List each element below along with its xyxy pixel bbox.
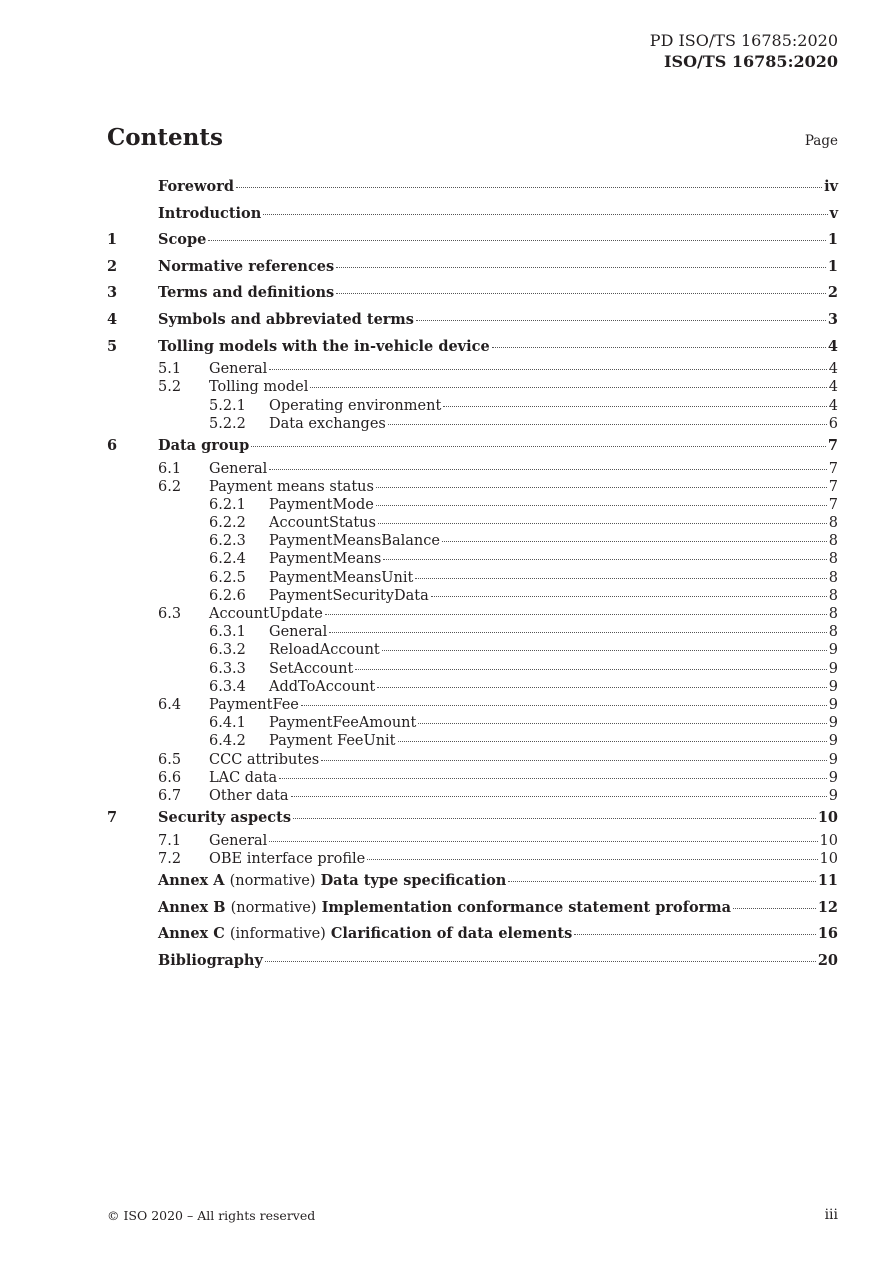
toc-entry-title [209,696,299,714]
dot-leader [733,908,816,909]
toc-entry-title-text: Bibliography [158,951,263,969]
toc-entry[interactable] [107,550,838,568]
toc-entry-page: 8 [828,624,838,641]
toc-entry-title-text: Foreword [158,178,234,195]
dot-leader [325,614,827,615]
table-of-contents [107,174,838,974]
toc-entry-title [158,280,334,307]
toc-entry[interactable] [107,678,838,696]
toc-entry-page: 9 [828,696,838,713]
toc-entry-title-text: Data exchanges [269,415,386,432]
toc-entry-title-text: Normative references [158,257,335,275]
toc-entry-number: 3 [107,284,118,302]
toc-entry[interactable] [107,832,838,850]
toc-entry[interactable] [107,227,838,254]
toc-entry-title [209,460,267,478]
copyright-notice: © ISO 2020 – All rights reserved [107,1208,316,1223]
toc-entry[interactable] [107,714,838,732]
dot-leader [376,487,827,488]
toc-entry-number: 5 [107,337,118,355]
toc-entry-page: 1 [827,231,838,249]
toc-entry-number: 6.3.2 [209,642,246,659]
toc-entry-number: 7 [107,809,118,827]
toc-entry-page: 8 [828,569,838,586]
toc-entry-title [158,334,490,361]
toc-entry[interactable] [107,307,838,334]
contents-title: Contents [107,124,223,151]
toc-entry[interactable] [107,641,838,659]
toc-entry[interactable] [107,850,838,868]
toc-entry[interactable] [107,496,838,514]
dot-leader [442,541,827,542]
toc-entry-page: 9 [828,660,838,677]
toc-entry-title [209,769,277,787]
toc-entry[interactable] [107,769,838,787]
toc-entry-title [209,360,267,378]
toc-entry-number: 6.4.2 [209,733,246,750]
dot-leader [355,669,826,670]
toc-entry-number: 6.4.1 [209,715,246,732]
toc-entry[interactable] [107,895,838,922]
toc-entry-page: v [829,204,838,222]
toc-entry-title-text: PaymentMeansUnit [269,569,414,586]
toc-entry-title [269,514,376,532]
toc-entry-number: 5.2 [158,379,182,396]
toc-entry-title [158,433,249,460]
toc-entry-title [209,787,289,805]
toc-entry-number: 7.1 [158,832,182,849]
dot-leader [415,578,826,579]
toc-entry-title-text: PaymentFee [209,696,299,713]
toc-entry-number: 6.3.4 [209,678,246,695]
dot-leader [492,347,826,348]
toc-entry-page: 9 [828,751,838,768]
dot-leader [329,632,826,633]
toc-entry-page: 2 [827,284,838,302]
dot-leader [310,387,826,388]
toc-entry-title [269,415,386,433]
toc-entry[interactable] [107,868,838,895]
toc-entry-title-text: Introduction [158,204,262,222]
dot-leader [418,723,826,724]
toc-entry[interactable] [107,751,838,769]
toc-entry-title-text: PaymentMeansBalance [269,533,440,550]
toc-entry-number: 7.2 [158,850,182,867]
toc-entry-title [269,678,375,696]
toc-entry[interactable] [107,433,838,460]
toc-entry-title [158,227,206,254]
toc-entry-number: 6.3.1 [209,624,246,641]
toc-entry-page: 9 [828,769,838,786]
toc-entry-title-text: Security aspects [158,809,291,827]
toc-entry-title-text: AccountStatus [269,515,376,532]
toc-entry[interactable] [107,201,838,228]
toc-entry-title [158,254,334,281]
annex-type-note: (normative) [229,873,316,890]
toc-entry-page: 1 [827,257,838,275]
toc-entry-title-text: Data group [158,436,250,454]
toc-entry-title-text: LAC data [209,769,278,786]
annex-title-text: Clarification of data elements [330,925,573,943]
page-column-label: Page [804,133,838,149]
toc-entry-page: 4 [828,397,838,414]
toc-entry-page: 4 [827,337,838,355]
toc-entry-title [269,660,353,678]
toc-entry-page: 4 [828,379,838,396]
toc-entry-page: iv [824,178,838,195]
toc-entry-page: 10 [817,809,838,827]
toc-entry[interactable] [107,174,838,201]
toc-entry-page: 9 [828,733,838,750]
toc-entry[interactable] [107,415,838,433]
toc-entry-title-text: PaymentFeeAmount [269,715,417,732]
toc-entry-title [269,532,440,550]
toc-entry-number: 6.5 [158,751,182,768]
page-number: iii [824,1207,838,1223]
header-line-1: PD ISO/TS 16785:2020 [649,31,838,50]
toc-entry-title-text: Other data [209,787,289,804]
toc-entry-page: 9 [828,787,838,804]
toc-entry-title-text: Annex B [158,898,226,916]
annex-type-note: (informative) [229,926,326,943]
toc-entry-title [158,921,572,948]
annex-title-text: Implementation conformance statement proforma [321,898,732,916]
toc-entry-title-text: ReloadAccount [269,642,380,659]
toc-entry-number: 5.1 [158,361,182,378]
toc-entry-page: 3 [827,310,838,328]
toc-entry[interactable] [107,460,838,478]
dot-leader [293,818,816,819]
toc-entry[interactable] [107,532,838,550]
toc-entry[interactable] [107,254,838,281]
toc-entry-number: 6.2.2 [209,515,246,532]
toc-entry-title-text: General [209,361,268,378]
toc-entry-title-text: OBE interface profile [209,850,366,867]
toc-entry-number: 6.4 [158,696,182,713]
dot-leader [416,320,826,321]
toc-entry-number: 6 [107,436,118,454]
toc-entry-number: 5.2.1 [209,397,246,414]
dot-leader [336,267,826,268]
toc-entry-title [209,478,374,496]
toc-entry-title [209,832,267,850]
dot-leader [382,650,827,651]
toc-entry-title [269,569,413,587]
header-line-2: ISO/TS 16785:2020 [664,52,838,71]
toc-entry[interactable] [107,605,838,623]
dot-leader [321,760,827,761]
toc-entry-page: 7 [828,496,838,513]
toc-entry-number: 6.2 [158,478,182,495]
toc-entry-title-text: AccountUpdate [209,606,323,622]
toc-entry-title-text: PaymentMode [269,496,374,513]
toc-entry-title-text: Payment means status [209,478,374,495]
dot-leader [236,187,822,188]
toc-entry-page: 11 [817,872,838,890]
dot-leader [378,523,827,524]
toc-entry[interactable] [107,805,838,832]
toc-entry-title [209,378,308,396]
toc-entry[interactable] [107,514,838,532]
toc-entry[interactable] [107,334,838,361]
dot-leader [388,424,827,425]
toc-entry-page: 8 [828,551,838,568]
toc-entry-number: 6.3 [158,606,182,622]
toc-entry-number: 6.2.6 [209,587,246,604]
toc-entry-number: 6.3.3 [209,660,246,677]
toc-entry-title [209,605,323,623]
toc-entry-page: 20 [817,951,838,969]
dot-leader [269,469,826,470]
toc-entry-title-text: Annex C [158,925,225,943]
toc-entry[interactable] [107,280,838,307]
toc-entry[interactable] [107,696,838,714]
toc-entry-title [158,868,506,895]
toc-entry-title-text: SetAccount [269,660,354,677]
dot-leader [443,406,827,407]
toc-entry-page: 7 [828,460,838,477]
toc-entry-page: 16 [817,925,838,943]
toc-entry-number: 5.2.2 [209,415,246,432]
toc-entry[interactable] [107,660,838,678]
document-header [650,30,838,72]
toc-entry-title-text: Terms and definitions [158,284,335,302]
toc-entry-title [158,948,263,975]
toc-entry[interactable] [107,397,838,415]
toc-entry[interactable] [107,378,838,396]
toc-entry-title [158,201,261,228]
toc-entry-title-text: PaymentMeans [269,551,382,568]
toc-entry-title-text: Scope [158,231,207,249]
toc-entry-title [269,732,396,750]
toc-entry-title-text: Operating environment [269,397,442,414]
toc-entry-title [209,751,319,769]
dot-leader [251,446,826,447]
toc-entry-number: 6.2.1 [209,496,246,513]
toc-entry-number: 4 [107,310,118,328]
dot-leader [265,961,816,962]
dot-leader [336,293,826,294]
toc-entry-title-text: AddToAccount [269,678,376,695]
dot-leader [269,369,826,370]
toc-entry-number: 6.2.5 [209,569,246,586]
toc-entry[interactable] [107,360,838,378]
toc-entry-title-text: PaymentSecurityData [269,587,429,604]
toc-entry-page: 12 [817,898,838,916]
toc-entry-page: 9 [828,678,838,695]
dot-leader [376,505,827,506]
toc-entry-number: 6.6 [158,769,182,786]
toc-entry[interactable] [107,921,838,948]
toc-entry-title-text: General [269,624,328,641]
dot-leader [208,240,826,241]
toc-entry-page: 7 [828,478,838,495]
toc-entry-title [158,895,731,922]
toc-entry[interactable] [107,587,838,605]
toc-entry-title-text: Payment FeeUnit [269,733,396,750]
toc-entry-number: 6.7 [158,787,182,804]
toc-entry[interactable] [107,623,838,641]
dot-leader [301,705,827,706]
dot-leader [574,934,816,935]
toc-entry-number: 1 [107,231,118,249]
toc-entry-title-text: CCC attributes [209,751,320,768]
toc-entry-title-text: General [209,832,268,849]
toc-entry-title [269,397,441,415]
toc-entry-title [158,805,291,832]
toc-entry-title [269,496,374,514]
toc-entry-title [269,714,416,732]
toc-entry-page: 6 [828,415,838,432]
toc-entry-page: 8 [828,533,838,550]
toc-entry-page: 8 [828,587,838,604]
dot-leader [263,214,827,215]
toc-entry-number: 6.2.3 [209,533,246,550]
annex-type-note: (normative) [230,899,317,916]
dot-leader [291,796,827,797]
dot-leader [367,859,817,860]
toc-entry[interactable] [107,948,838,975]
toc-entry-page: 8 [828,606,838,622]
toc-entry-number: 6.2.4 [209,551,246,568]
toc-entry[interactable] [107,478,838,496]
dot-leader [383,559,826,560]
toc-entry-title [269,641,380,659]
toc-entry-page: 9 [828,642,838,659]
toc-entry-title [209,850,365,868]
toc-entry-page: 10 [819,850,838,867]
toc-entry[interactable] [107,569,838,587]
toc-entry-title-text: Tolling model [209,379,309,396]
toc-entry-page: 9 [828,715,838,732]
toc-entry-title-text: Annex A [158,872,225,890]
toc-entry-number: 6.1 [158,460,182,477]
dot-leader [377,687,827,688]
toc-entry-title [269,623,327,641]
toc-entry-title-text: Symbols and abbreviated terms [158,310,414,328]
toc-entry-number: 2 [107,257,118,275]
toc-entry[interactable] [107,787,838,805]
toc-entry-title-text: General [209,460,268,477]
annex-title-text: Data type specification [320,872,507,890]
toc-entry-title [269,587,429,605]
dot-leader [398,741,827,742]
toc-entry[interactable] [107,732,838,750]
toc-entry-title-text: Tolling models with the in-vehicle device [158,337,490,355]
toc-entry-page: 4 [828,361,838,378]
dot-leader [279,778,827,779]
toc-entry-title [158,174,234,201]
dot-leader [431,596,827,597]
dot-leader [269,841,817,842]
toc-entry-page: 8 [828,515,838,532]
toc-entry-page: 7 [827,436,838,454]
toc-entry-title [269,550,381,568]
toc-entry-title [158,307,414,334]
dot-leader [508,881,816,882]
toc-entry-page: 10 [819,832,838,849]
